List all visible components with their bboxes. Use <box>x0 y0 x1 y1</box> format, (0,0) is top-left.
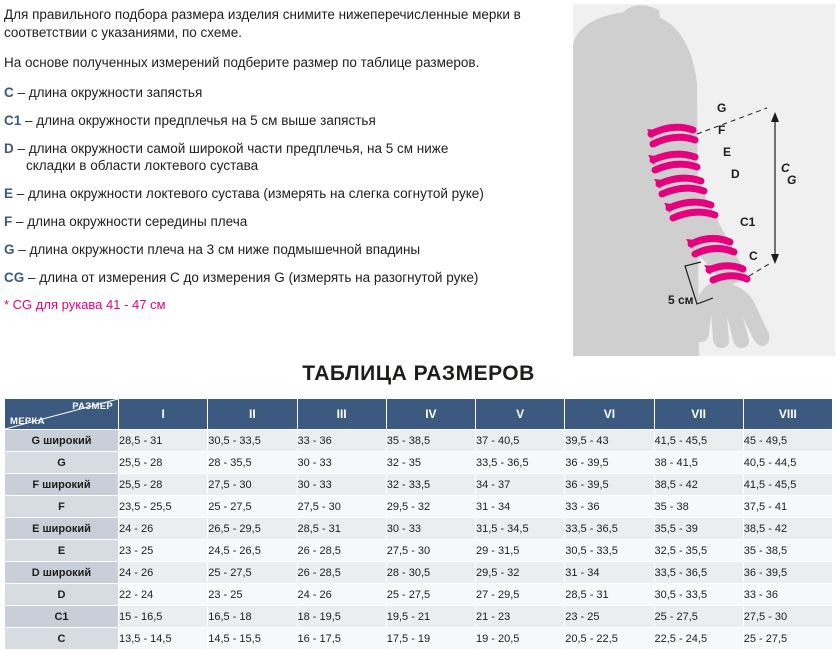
row-label: F широкий <box>5 474 119 496</box>
column-header-8: VIII <box>743 399 832 430</box>
cell: 28,5 - 31 <box>119 430 208 452</box>
cell: 15 - 16,5 <box>119 606 208 628</box>
cell: 37 - 40,5 <box>476 430 565 452</box>
cell: 38,5 - 42 <box>743 518 832 540</box>
table-row <box>5 584 833 606</box>
row-label: E широкий <box>5 518 119 540</box>
legend-item-cg <box>4 269 564 286</box>
cell: 27,5 - 30 <box>297 496 386 518</box>
cell: 23,5 - 25,5 <box>119 496 208 518</box>
cell: 30,5 - 33,5 <box>565 540 654 562</box>
legend-key-g: G <box>4 242 15 257</box>
cell: 25 - 27,5 <box>208 496 297 518</box>
label-c: C <box>749 249 758 263</box>
cell: 28,5 - 31 <box>565 584 654 606</box>
row-label: G широкий <box>5 430 119 452</box>
cell: 30 - 33 <box>297 452 386 474</box>
cell: 37,5 - 41 <box>743 496 832 518</box>
label-f: F <box>718 123 726 137</box>
legend-key-e: E <box>4 186 14 201</box>
cell: 29,5 - 32 <box>386 496 475 518</box>
table-row <box>5 540 833 562</box>
legend-block <box>4 6 564 312</box>
table-title: ТАБЛИЦА РАЗМЕРОВ <box>302 362 535 385</box>
label-d: D <box>731 167 740 181</box>
column-header-6: VI <box>565 399 654 430</box>
cell: 39,5 - 43 <box>565 430 654 452</box>
label-cg-g: G <box>787 173 797 187</box>
table-row <box>5 430 833 452</box>
cell: 33,5 - 36,5 <box>654 562 743 584</box>
cell: 13,5 - 14,5 <box>119 628 208 650</box>
legend-key-f: F <box>4 214 13 229</box>
column-header-2: II <box>208 399 297 430</box>
cell: 41,5 - 45,5 <box>654 430 743 452</box>
intro-paragraph-2: На основе полученных измерений подберите размер по таблице размеров. <box>4 55 480 70</box>
corner-size-label: РАЗМЕР <box>72 401 113 412</box>
cell: 29 - 31,5 <box>476 540 565 562</box>
cell: 19 - 20,5 <box>476 628 565 650</box>
table-row <box>5 628 833 650</box>
label-e: E <box>723 145 732 159</box>
cell: 28 - 30,5 <box>386 562 475 584</box>
row-label: D широкий <box>5 562 119 584</box>
cell: 25 - 27,5 <box>208 562 297 584</box>
row-label: F <box>5 496 119 518</box>
cell: 36 - 39,5 <box>565 474 654 496</box>
legend-item-f <box>4 213 564 230</box>
cell: 31 - 34 <box>476 496 565 518</box>
cell: 40,5 - 44,5 <box>743 452 832 474</box>
legend-text-f: – длина окружности середины плеча <box>12 214 248 229</box>
cell: 14,5 - 15,5 <box>208 628 297 650</box>
table-row <box>5 452 833 474</box>
cell: 33 - 36 <box>743 584 832 606</box>
cell: 30,5 - 33,5 <box>208 430 297 452</box>
cell: 35 - 38,5 <box>743 540 832 562</box>
legend-text-c1: – длина окружности предплечья на 5 см выше запястья <box>21 113 376 128</box>
cell: 32,5 - 35,5 <box>654 540 743 562</box>
cell: 25,5 - 28 <box>119 452 208 474</box>
cell: 25,5 - 28 <box>119 474 208 496</box>
cell: 29,5 - 32 <box>476 562 565 584</box>
legend-text-e: – длина окружности локтевого сустава (измерять на слегка согнутой руке) <box>13 186 484 201</box>
cell: 33,5 - 36,5 <box>476 452 565 474</box>
row-label: G <box>5 452 119 474</box>
cell: 18 - 19,5 <box>297 606 386 628</box>
cell: 33,5 - 36,5 <box>565 518 654 540</box>
cell: 35 - 38 <box>654 496 743 518</box>
cell: 28 - 35,5 <box>208 452 297 474</box>
label-cg-c: C <box>781 161 790 175</box>
cell: 22,5 - 24,5 <box>654 628 743 650</box>
cell: 27,5 - 30 <box>386 540 475 562</box>
cell: 34 - 37 <box>476 474 565 496</box>
column-header-3: III <box>297 399 386 430</box>
cg-note: * CG для рукава 41 - 47 см <box>4 297 166 312</box>
cell: 30 - 33 <box>386 518 475 540</box>
cell: 26 - 28,5 <box>297 540 386 562</box>
table-row <box>5 474 833 496</box>
cell: 17,5 - 19 <box>386 628 475 650</box>
row-label: C1 <box>5 606 119 628</box>
cell: 23 - 25 <box>208 584 297 606</box>
row-label: D <box>5 584 119 606</box>
cell: 16 - 17,5 <box>297 628 386 650</box>
table-row <box>5 606 833 628</box>
cell: 24 - 26 <box>119 518 208 540</box>
legend-text-d: – длина окружности самой широкой части предплечья, на 5 см ниже <box>13 141 449 156</box>
row-label: C <box>5 628 119 650</box>
legend-item-g <box>4 241 564 258</box>
cell: 20,5 - 22,5 <box>565 628 654 650</box>
table-row <box>5 518 833 540</box>
cell: 26 - 28,5 <box>297 562 386 584</box>
label-c1: C1 <box>740 215 756 229</box>
cell: 24 - 26 <box>297 584 386 606</box>
cell: 38,5 - 42 <box>654 474 743 496</box>
cell: 36 - 39,5 <box>565 452 654 474</box>
cell: 27 - 29,5 <box>476 584 565 606</box>
cell: 25 - 27,5 <box>386 584 475 606</box>
cell: 22 - 24 <box>119 584 208 606</box>
legend-subtext-d: складки в области локтевого сустава <box>26 158 259 173</box>
arm-measurement-illustration <box>573 4 835 356</box>
cell: 33 - 36 <box>297 430 386 452</box>
cell: 24,5 - 26,5 <box>208 540 297 562</box>
corner-measure-label: МЕРКА <box>10 416 45 427</box>
column-header-5: V <box>476 399 565 430</box>
cell: 35,5 - 39 <box>654 518 743 540</box>
cell: 28,5 - 31 <box>297 518 386 540</box>
cell: 31,5 - 34,5 <box>476 518 565 540</box>
cell: 35 - 38,5 <box>386 430 475 452</box>
cell: 23 - 25 <box>119 540 208 562</box>
legend-text-g: – длина окружности плеча на 3 см ниже подмышечной впадины <box>14 242 421 257</box>
cell: 24 - 26 <box>119 562 208 584</box>
cell: 16,5 - 18 <box>208 606 297 628</box>
legend-item-c <box>4 84 564 101</box>
legend-key-cg: CG <box>4 270 25 285</box>
cell: 45 - 49,5 <box>743 430 832 452</box>
size-table <box>4 398 833 650</box>
column-header-1: I <box>119 399 208 430</box>
size-table-wrapper <box>4 398 833 650</box>
legend-item-c1 <box>4 112 564 129</box>
label-five-cm: 5 см <box>668 293 694 307</box>
legend-text-cg: – длина от измерения C до измерения G (измерять на разогнутой руке) <box>24 270 479 285</box>
cell: 27,5 - 30 <box>743 606 832 628</box>
cell: 25 - 27,5 <box>654 606 743 628</box>
table-corner-header <box>5 399 119 430</box>
legend-key-c: C <box>4 85 14 100</box>
intro-paragraph-1: Для правильного подбора размера изделия снимите нижеперечисленные мерки в соответствии с указаниями, по схеме. <box>4 7 521 40</box>
legend-key-d: D <box>4 141 14 156</box>
column-header-4: IV <box>386 399 475 430</box>
cell: 30,5 - 33,5 <box>654 584 743 606</box>
table-row <box>5 496 833 518</box>
legend-item-d <box>4 140 564 174</box>
cell: 33 - 36 <box>565 496 654 518</box>
cell: 32 - 35 <box>386 452 475 474</box>
cell: 36 - 39,5 <box>743 562 832 584</box>
cell: 26,5 - 29,5 <box>208 518 297 540</box>
column-header-7: VII <box>654 399 743 430</box>
cell: 38 - 41,5 <box>654 452 743 474</box>
cell: 25 - 27,5 <box>743 628 832 650</box>
table-header-row <box>5 399 833 430</box>
cell: 31 - 34 <box>565 562 654 584</box>
cell: 23 - 25 <box>565 606 654 628</box>
cell: 30 - 33 <box>297 474 386 496</box>
cell: 41,5 - 45,5 <box>743 474 832 496</box>
cell: 32 - 33,5 <box>386 474 475 496</box>
cell: 19,5 - 21 <box>386 606 475 628</box>
legend-key-c1: C1 <box>4 113 22 128</box>
table-row <box>5 562 833 584</box>
cell: 27,5 - 30 <box>208 474 297 496</box>
cell: 21 - 23 <box>476 606 565 628</box>
legend-item-e <box>4 185 564 202</box>
legend-text-c: – длина окружности запястья <box>13 85 203 100</box>
label-g: G <box>717 101 727 115</box>
row-label: E <box>5 540 119 562</box>
